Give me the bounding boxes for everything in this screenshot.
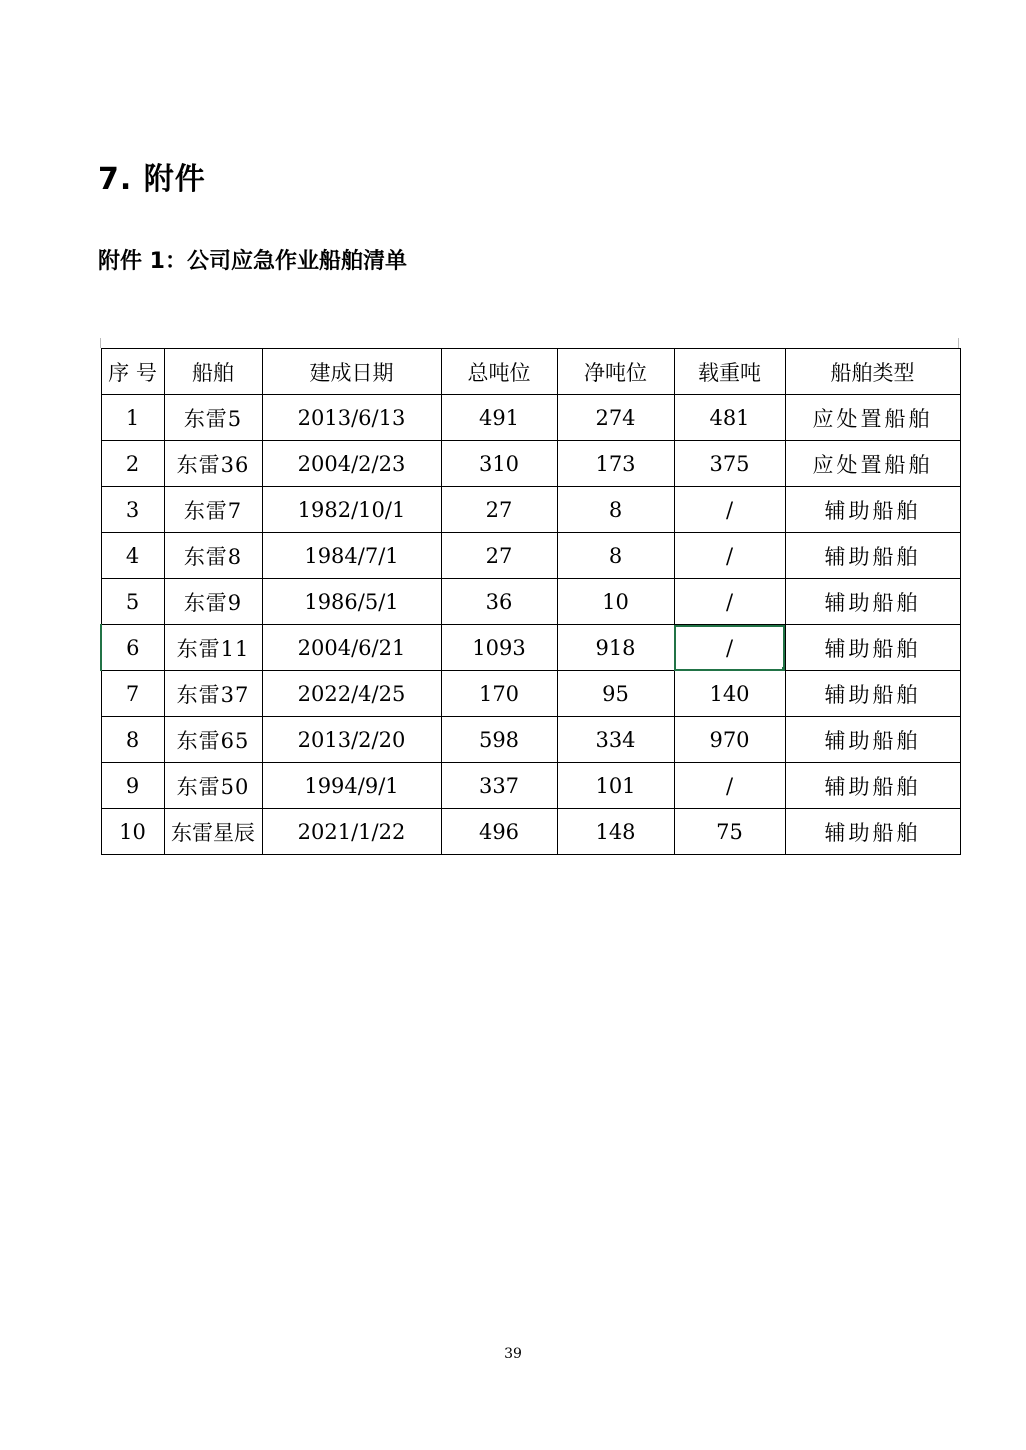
cell-index: 4 <box>101 533 164 579</box>
cell-ship: 东雷星辰 <box>164 809 262 855</box>
cell-ship-type: 辅助船舶 <box>785 579 960 625</box>
cell-index: 9 <box>101 763 164 809</box>
cell-gross-tonnage: 496 <box>441 809 557 855</box>
cell-deadweight: / <box>674 487 785 533</box>
cell-ship-type: 辅助船舶 <box>785 763 960 809</box>
table-row <box>101 579 960 625</box>
cell-index: 8 <box>101 717 164 763</box>
page-number: 39 <box>504 1346 522 1362</box>
cell-gross-tonnage: 36 <box>441 579 557 625</box>
cell-deadweight-value: / <box>725 635 734 660</box>
cell-build-date: 2004/2/23 <box>262 441 441 487</box>
cell-net-tonnage: 173 <box>557 441 674 487</box>
cell-ship: 东雷37 <box>164 671 262 717</box>
cell-ship-type: 辅助船舶 <box>785 625 960 671</box>
cell-net-tonnage: 8 <box>557 533 674 579</box>
header-build-date: 建成日期 <box>262 349 441 395</box>
cell-index: 10 <box>101 809 164 855</box>
header-ship-type: 船舶类型 <box>785 349 960 395</box>
cell-deadweight: 140 <box>674 671 785 717</box>
cell-gross-tonnage: 598 <box>441 717 557 763</box>
table-row <box>101 441 960 487</box>
cell-net-tonnage: 101 <box>557 763 674 809</box>
cell-ship: 东雷7 <box>164 487 262 533</box>
cell-ship: 东雷65 <box>164 717 262 763</box>
cell-ship-type: 辅助船舶 <box>785 487 960 533</box>
cell-net-tonnage: 148 <box>557 809 674 855</box>
ship-list-table <box>100 348 961 855</box>
cell-index: 6 <box>101 625 164 671</box>
cell-deadweight: 481 <box>674 395 785 441</box>
cell-ship: 东雷36 <box>164 441 262 487</box>
cell-gross-tonnage: 170 <box>441 671 557 717</box>
cell-net-tonnage: 10 <box>557 579 674 625</box>
cell-build-date: 1986/5/1 <box>262 579 441 625</box>
table-row <box>101 671 960 717</box>
cell-deadweight: 970 <box>674 717 785 763</box>
cell-build-date: 1994/9/1 <box>262 763 441 809</box>
cell-net-tonnage: 95 <box>557 671 674 717</box>
cell-ship: 东雷9 <box>164 579 262 625</box>
cell-index: 3 <box>101 487 164 533</box>
selected-cell-deadweight[interactable] <box>674 625 785 671</box>
cell-build-date: 2022/4/25 <box>262 671 441 717</box>
cell-ship: 东雷11 <box>164 625 262 671</box>
cell-build-date: 2021/1/22 <box>262 809 441 855</box>
cell-net-tonnage: 8 <box>557 487 674 533</box>
cell-ship-type: 辅助船舶 <box>785 671 960 717</box>
table-row <box>101 487 960 533</box>
cell-gross-tonnage: 491 <box>441 395 557 441</box>
cell-build-date: 2013/6/13 <box>262 395 441 441</box>
cell-ship-type: 辅助船舶 <box>785 717 960 763</box>
cell-build-date: 2013/2/20 <box>262 717 441 763</box>
cell-net-tonnage: 918 <box>557 625 674 671</box>
table-row <box>101 625 960 671</box>
ship-table-container <box>100 348 959 855</box>
cell-index: 1 <box>101 395 164 441</box>
header-ship: 船舶 <box>164 349 262 395</box>
cell-gross-tonnage: 310 <box>441 441 557 487</box>
table-row <box>101 763 960 809</box>
header-deadweight: 载重吨 <box>674 349 785 395</box>
cell-ship: 东雷50 <box>164 763 262 809</box>
cell-index: 5 <box>101 579 164 625</box>
section-heading: 7. 附件 <box>98 162 206 197</box>
header-net-tonnage: 净吨位 <box>557 349 674 395</box>
header-gross-tonnage: 总吨位 <box>441 349 557 395</box>
cell-deadweight: / <box>674 579 785 625</box>
cell-deadweight: 75 <box>674 809 785 855</box>
cell-gross-tonnage: 337 <box>441 763 557 809</box>
table-header-row <box>101 349 960 395</box>
cell-gross-tonnage: 27 <box>441 487 557 533</box>
header-index: 序 号 <box>101 349 164 395</box>
table-row <box>101 809 960 855</box>
cell-build-date: 1982/10/1 <box>262 487 441 533</box>
cell-deadweight: 375 <box>674 441 785 487</box>
cell-gross-tonnage: 27 <box>441 533 557 579</box>
cell-index: 7 <box>101 671 164 717</box>
cell-ship-type: 应处置船舶 <box>785 395 960 441</box>
table-row <box>101 717 960 763</box>
cell-ship-type: 辅助船舶 <box>785 533 960 579</box>
cell-ship: 东雷8 <box>164 533 262 579</box>
cell-index: 2 <box>101 441 164 487</box>
fill-handle[interactable] <box>782 667 786 671</box>
cell-build-date: 1984/7/1 <box>262 533 441 579</box>
table-row <box>101 533 960 579</box>
cell-gross-tonnage: 1093 <box>441 625 557 671</box>
table-row <box>101 395 960 441</box>
cell-ship-type: 应处置船舶 <box>785 441 960 487</box>
cell-ship-type: 辅助船舶 <box>785 809 960 855</box>
cell-deadweight: / <box>674 763 785 809</box>
cell-deadweight: / <box>674 533 785 579</box>
cell-net-tonnage: 334 <box>557 717 674 763</box>
cell-build-date: 2004/6/21 <box>262 625 441 671</box>
appendix-title: 附件 1：公司应急作业船舶清单 <box>98 249 407 274</box>
cell-net-tonnage: 274 <box>557 395 674 441</box>
cell-ship: 东雷5 <box>164 395 262 441</box>
